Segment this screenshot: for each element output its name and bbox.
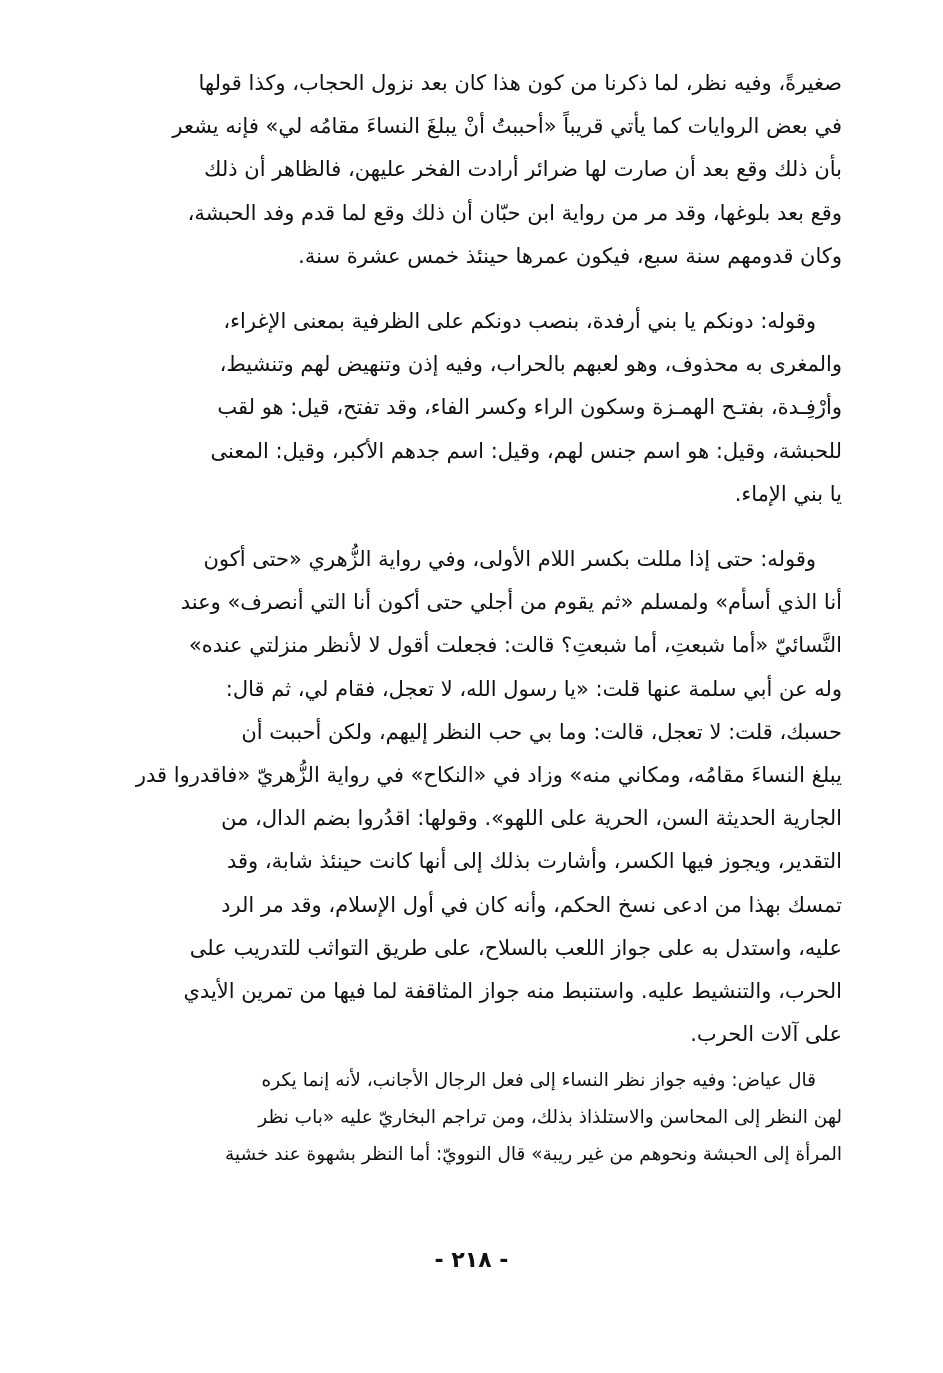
text-line: والمغرى به محذوف، وهو لعبهم بالحراب، وفيه إذن وتنهيض لهم وتنشيط، <box>219 352 842 377</box>
text-line: وكان قدومهم سنة سبع، فيكون عمرها حينئذ خمس عشرة سنة. <box>298 243 842 268</box>
text-line: وقع بعد بلوغها، وقد مر من رواية ابن حبّان أن ذلك وقع لما قدم وفد الحبشة، <box>187 200 842 225</box>
text-line: في بعض الروايات كما يأتي قريباً «أحببتُ أنْ يبلغَ النساءَ مقامُه لي» فإنه يشعر <box>172 114 842 139</box>
text-line: وأرْفِـدة، بفتـح الهمـزة وسكون الراء وكسر الفاء، وقد تفتح، قيل: هو لقب <box>217 395 842 420</box>
paragraph-3 <box>120 538 842 1056</box>
text-line: صغيرةً، وفيه نظر، لما ذكرنا من كون هذا كان بعد نزول الحجاب، وكذا قولها <box>198 71 842 95</box>
text-line: التقدير، ويجوز فيها الكسر، وأشارت بذلك إلى أنها كانت حينئذ شابة، وقد <box>226 849 842 874</box>
text-line: تمسك بهذا من ادعى نسخ الحكم، وأنه كان في أول الإسلام، وقد مر الرد <box>221 892 842 917</box>
text-line: وقوله: حتى إذا مللت بكسر اللام الأولى، وفي رواية الزُّهري «حتى أكون <box>203 547 816 572</box>
text-line: وله عن أبي سلمة عنها قلت: «يا رسول الله، لا تعجل، فقام لي، ثم قال: <box>225 676 842 701</box>
paragraph-4 <box>120 1062 842 1173</box>
text-line: الحرب، والتنشيط عليه. واستنبط منه جواز المثاقفة لما فيها من تمرين الأيدي <box>183 979 842 1004</box>
page-number: - ٢١٨ - <box>434 1248 509 1273</box>
page-text <box>120 62 842 1173</box>
text-line: المرأة إلى الحبشة ونحوهم من غير ريبة» قال النوويّ: أما النظر بشهوة عند خشية <box>224 1144 842 1166</box>
text-line: يبلغ النساءَ مقامُه، ومكاني منه» وزاد في «النكاح» في رواية الزُّهريّ «فاقدروا قدر <box>135 763 842 788</box>
text-line: النَّسائيّ «أما شبعتِ، أما شبعتِ؟ قالت: فجعلت أقول لا لأنظر منزلتي عنده» <box>188 633 842 658</box>
text-line: على آلات الحرب. <box>690 1022 842 1047</box>
text-line: للحبشة، وقيل: هو اسم جنس لهم، وقيل: اسم جدهم الأكبر، وقيل: المعنى <box>210 438 842 463</box>
text-line: عليه، واستدل به على جواز اللعب بالسلاح، على طريق التواثب للتدريب على <box>189 935 842 960</box>
paragraph-2 <box>120 300 842 516</box>
text-line: لهن النظر إلى المحاسن والاستلذاذ بذلك، ومن تراجم البخاريّ عليه «باب نظر <box>258 1107 842 1129</box>
text-line: الجارية الحديثة السن، الحرية على اللهو». وقولها: اقدُروا بضم الدال، من <box>221 806 842 831</box>
text-line: حسبك، قلت: لا تعجل، قالت: وما بي حب النظر إليهم، ولكن أحببت أن <box>241 719 842 744</box>
paragraph-1 <box>120 62 842 278</box>
text-line: وقوله: دونكم يا بني أرفدة، بنصب دونكم على الظرفية بمعنى الإغراء، <box>223 309 816 334</box>
text-line: بأن ذلك وقع بعد أن صارت لها ضرائر أرادت الفخر عليهن، فالظاهر أن ذلك <box>204 157 842 182</box>
text-line: يا بني الإماء. <box>734 481 842 506</box>
text-line: قال عياض: وفيه جواز نظر النساء إلى فعل الرجال الأجانب، لأنه إنما يكره <box>261 1070 816 1092</box>
text-line: أنا الذي أسأم» ولمسلم «ثم يقوم من أجلي حتى أكون أنا التي أنصرف» وعند <box>180 590 842 615</box>
